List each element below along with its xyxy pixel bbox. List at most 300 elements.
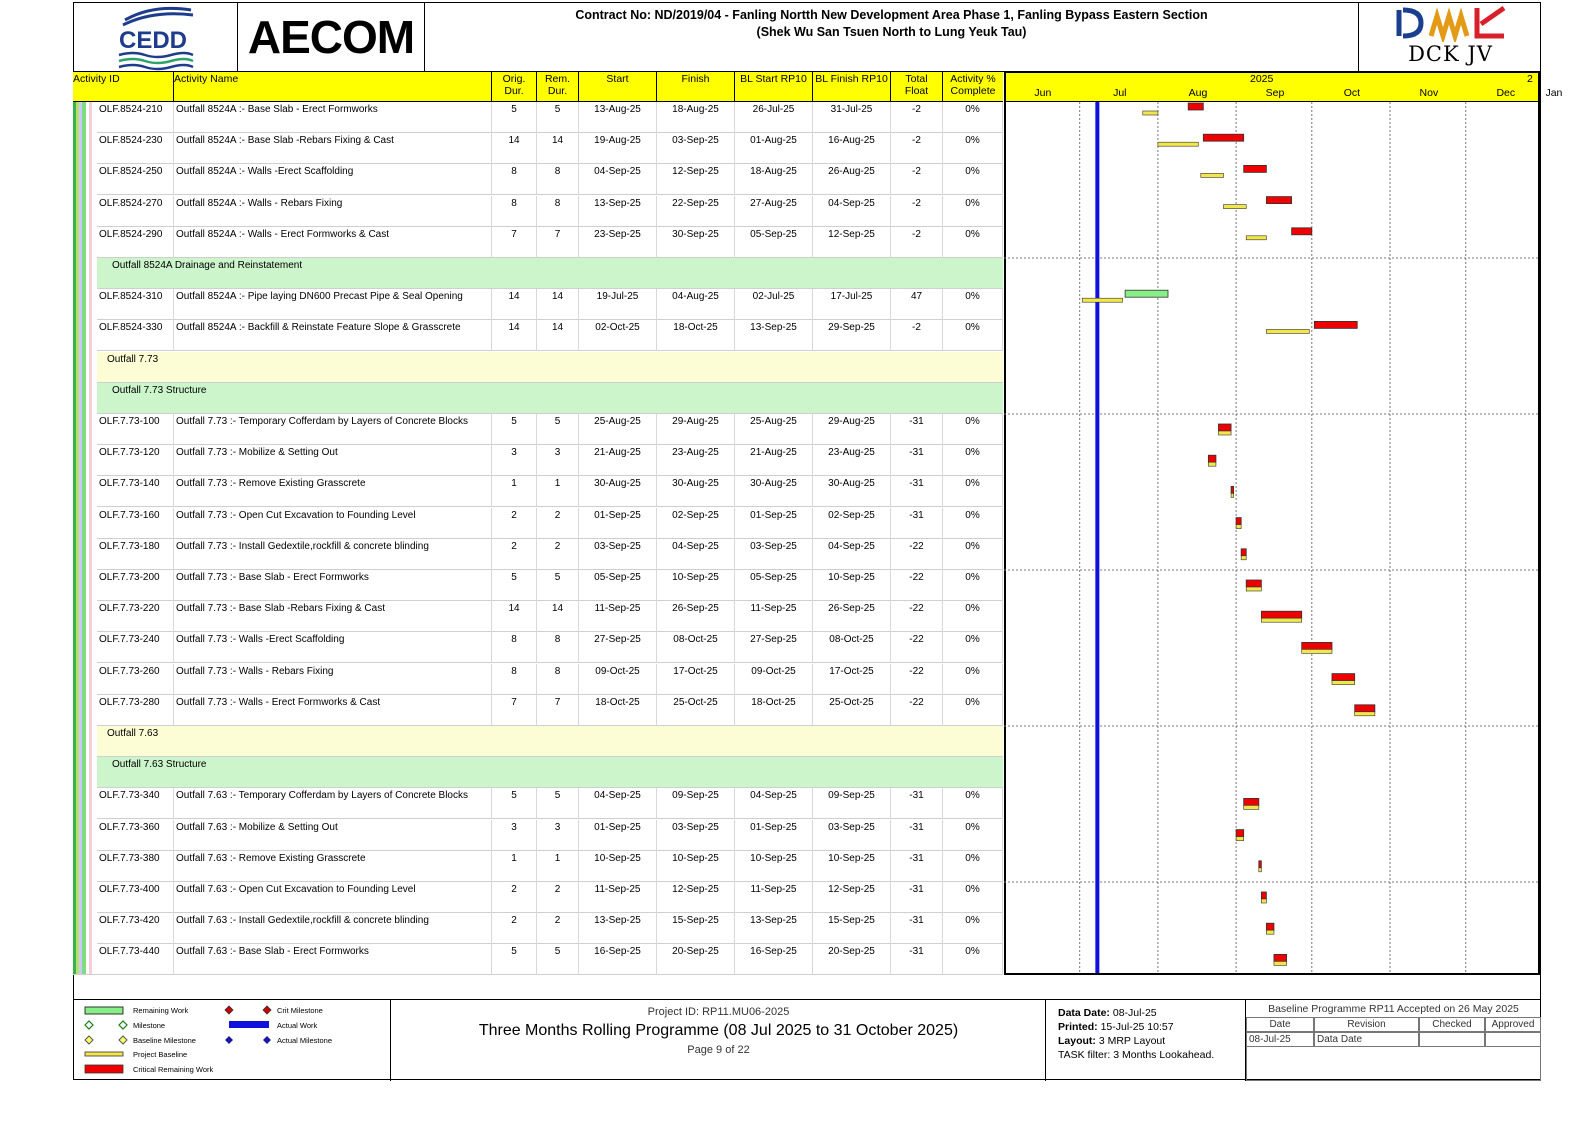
activity-name: Outfall 7.73 :- Remove Existing Grasscrete [174, 476, 492, 507]
total-float: -31 [891, 944, 943, 975]
activity-name: Outfall 7.73 :- Base Slab -Rebars Fixing & Cast [174, 601, 492, 632]
rem-dur: 5 [537, 944, 579, 975]
table-header [73, 72, 1003, 102]
start-date: 01-Sep-25 [579, 508, 657, 539]
table-row[interactable] [73, 164, 1003, 195]
legend-baseline-milestone: Baseline Milestone [133, 1036, 196, 1045]
baseline-bar [1224, 205, 1247, 209]
finish-date: 29-Aug-25 [657, 414, 735, 445]
gantt-month-label: Nov [1419, 87, 1439, 99]
contract-title-line1: Contract No: ND/2019/04 - Fanling Nortth New Development Area Phase 1, Fanling Bypass Eastern Section [575, 8, 1208, 22]
baseline-bar [1236, 837, 1244, 841]
pct-complete: 0% [943, 508, 1003, 539]
col-finish[interactable]: Finish [657, 72, 735, 101]
bl-start-date: 01-Sep-25 [735, 820, 813, 851]
wbs-group-row[interactable] [73, 352, 1003, 383]
total-float: -2 [891, 196, 943, 227]
bl-start-date: 01-Sep-25 [735, 508, 813, 539]
table-row[interactable] [73, 196, 1003, 227]
finish-date: 10-Sep-25 [657, 851, 735, 882]
table-row[interactable] [73, 445, 1003, 476]
pct-complete: 0% [943, 164, 1003, 195]
baseline-bar [1208, 462, 1216, 466]
bl-start-date: 02-Jul-25 [735, 289, 813, 320]
col-bl-finish[interactable]: BL Finish RP10 [813, 72, 891, 101]
gantt-month-label: Dec [1496, 87, 1516, 99]
finish-date: 25-Oct-25 [657, 695, 735, 726]
pct-complete: 0% [943, 601, 1003, 632]
rev-empty-area [1246, 1047, 1541, 1081]
total-float: -31 [891, 851, 943, 882]
rev-revision: Data Date [1314, 1032, 1419, 1047]
table-row[interactable] [73, 476, 1003, 507]
rem-dur: 14 [537, 133, 579, 164]
activity-id: OLF.7.73-160 [97, 508, 174, 539]
start-date: 10-Sep-25 [579, 851, 657, 882]
activity-bar [1355, 705, 1375, 712]
table-row[interactable] [73, 227, 1003, 258]
contract-title-line2: (Shek Wu San Tsuen North to Lung Yeuk Tau) [756, 25, 1027, 39]
activity-name: Outfall 7.63 :- Temporary Cofferdam by Layers of Concrete Blocks [174, 788, 492, 819]
col-orig-dur[interactable]: Orig. Dur. [492, 72, 537, 101]
table-row[interactable] [73, 601, 1003, 632]
pct-complete: 0% [943, 289, 1003, 320]
layout-value: 3 MRP Layout [1098, 1035, 1166, 1047]
table-row[interactable] [73, 882, 1003, 913]
baseline-bar [1201, 173, 1224, 177]
start-date: 01-Sep-25 [579, 820, 657, 851]
activity-bar [1218, 424, 1231, 431]
pct-complete: 0% [943, 196, 1003, 227]
activity-id: OLF.7.73-360 [97, 820, 174, 851]
gantt-year: 2025 [1250, 73, 1274, 85]
bl-finish-date: 10-Sep-25 [813, 570, 891, 601]
bl-finish-date: 09-Sep-25 [813, 788, 891, 819]
bl-finish-date: 29-Sep-25 [813, 320, 891, 351]
pct-complete: 0% [943, 882, 1003, 913]
baseline-bar [1241, 556, 1246, 560]
finish-date: 23-Aug-25 [657, 445, 735, 476]
activity-name: Outfall 8524A :- Base Slab - Erect Formworks [174, 102, 492, 133]
start-date: 30-Aug-25 [579, 476, 657, 507]
activity-bar [1203, 134, 1243, 141]
rev-date: 08-Jul-25 [1246, 1032, 1314, 1047]
orig-dur: 3 [492, 445, 537, 476]
table-row[interactable] [73, 133, 1003, 164]
baseline-title: Baseline Programme RP11 Accepted on 26 May 2025 [1268, 1003, 1519, 1015]
bl-start-date: 26-Jul-25 [735, 102, 813, 133]
bl-finish-date: 29-Aug-25 [813, 414, 891, 445]
bl-start-date: 03-Sep-25 [735, 539, 813, 570]
pct-complete: 0% [943, 788, 1003, 819]
legend-crit-milestone: Crit Milestone [277, 1006, 323, 1015]
orig-dur: 8 [492, 164, 537, 195]
rev-approved [1485, 1032, 1541, 1047]
rev-header-date: Date [1246, 1017, 1314, 1032]
legend-actual-work: Actual Work [277, 1021, 318, 1030]
finish-date: 30-Sep-25 [657, 227, 735, 258]
bl-finish-date: 16-Aug-25 [813, 133, 891, 164]
bl-finish-date: 30-Aug-25 [813, 476, 891, 507]
rem-dur: 1 [537, 851, 579, 882]
orig-dur: 8 [492, 632, 537, 663]
baseline-bar [1261, 899, 1266, 903]
gantt-bars [1004, 102, 1538, 973]
rem-dur: 8 [537, 164, 579, 195]
data-date-value: 08-Jul-25 [1112, 1007, 1157, 1019]
rem-dur: 2 [537, 539, 579, 570]
activity-bar [1266, 923, 1274, 930]
orig-dur: 5 [492, 788, 537, 819]
rem-dur: 5 [537, 102, 579, 133]
orig-dur: 2 [492, 882, 537, 913]
total-float: -31 [891, 508, 943, 539]
pct-complete: 0% [943, 820, 1003, 851]
table-row[interactable] [73, 695, 1003, 726]
col-bl-start[interactable]: BL Start RP10 [735, 72, 813, 101]
rem-dur: 2 [537, 913, 579, 944]
wbs-subgroup-row[interactable] [73, 757, 1003, 788]
orig-dur: 1 [492, 851, 537, 882]
rem-dur: 8 [537, 196, 579, 227]
activity-name: Outfall 7.73 :- Walls -Erect Scaffolding [174, 632, 492, 663]
table-row[interactable] [73, 913, 1003, 944]
bl-finish-date: 26-Sep-25 [813, 601, 891, 632]
total-float: -22 [891, 539, 943, 570]
activity-bar [1292, 228, 1312, 235]
bl-finish-date: 31-Jul-25 [813, 102, 891, 133]
start-date: 04-Sep-25 [579, 164, 657, 195]
baseline-bar [1231, 493, 1234, 497]
activity-id: OLF.7.73-380 [97, 851, 174, 882]
activity-id: OLF.8524-290 [97, 227, 174, 258]
baseline-bar [1261, 618, 1301, 622]
table-row[interactable] [73, 414, 1003, 445]
activity-bar [1274, 954, 1287, 961]
finish-date: 15-Sep-25 [657, 913, 735, 944]
table-row[interactable] [73, 664, 1003, 695]
activity-name: Outfall 8524A :- Walls - Erect Formworks & Cast [174, 227, 492, 258]
baseline-bar [1274, 961, 1287, 965]
table-row[interactable] [73, 851, 1003, 882]
pct-complete: 0% [943, 632, 1003, 663]
baseline-bar [1266, 930, 1274, 934]
pct-complete: 0% [943, 851, 1003, 882]
activity-id: OLF.7.73-420 [97, 913, 174, 944]
activity-bar [1332, 674, 1355, 681]
cedd-logo-icon [73, 2, 238, 72]
activity-name: Outfall 7.63 :- Mobilize & Setting Out [174, 820, 492, 851]
col-pct-complete[interactable]: Activity % Complete [950, 73, 996, 97]
total-float: -31 [891, 820, 943, 851]
activity-bar [1302, 642, 1332, 649]
bl-finish-date: 12-Sep-25 [813, 227, 891, 258]
rem-dur: 14 [537, 320, 579, 351]
table-row[interactable] [73, 944, 1003, 975]
bl-finish-date: 26-Aug-25 [813, 164, 891, 195]
col-activity-id[interactable]: Activity ID [73, 72, 174, 101]
start-date: 13-Sep-25 [579, 913, 657, 944]
orig-dur: 5 [492, 570, 537, 601]
bl-finish-date: 04-Sep-25 [813, 196, 891, 227]
pct-complete: 0% [943, 664, 1003, 695]
col-activity-name[interactable]: Activity Name [174, 72, 492, 101]
rev-header-approved: Approved [1485, 1017, 1541, 1032]
bl-start-date: 18-Oct-25 [735, 695, 813, 726]
bl-start-date: 05-Sep-25 [735, 227, 813, 258]
legend-milestone: Milestone [133, 1021, 166, 1030]
activity-bar [1246, 580, 1261, 587]
finish-date: 12-Sep-25 [657, 164, 735, 195]
gantt-month-label: Aug [1188, 87, 1208, 99]
group-name: Outfall 7.73 Structure [112, 384, 207, 396]
bl-start-date: 25-Aug-25 [735, 414, 813, 445]
orig-dur: 2 [492, 539, 537, 570]
start-date: 02-Oct-25 [579, 320, 657, 351]
activity-name: Outfall 7.73 :- Base Slab - Erect Formworks [174, 570, 492, 601]
orig-dur: 8 [492, 196, 537, 227]
start-date: 09-Oct-25 [579, 664, 657, 695]
orig-dur: 7 [492, 227, 537, 258]
dck-jv-logo-icon [1359, 2, 1542, 42]
bl-finish-date: 12-Sep-25 [813, 882, 891, 913]
finish-date: 18-Aug-25 [657, 102, 735, 133]
col-total-float[interactable]: Total Float [891, 72, 943, 101]
activity-name: Outfall 7.73 :- Mobilize & Setting Out [174, 445, 492, 476]
activity-bar [1259, 861, 1262, 868]
col-rem-dur[interactable]: Rem. Dur. [537, 72, 579, 101]
activity-bar [1231, 486, 1234, 493]
orig-dur: 5 [492, 414, 537, 445]
finish-date: 17-Oct-25 [657, 664, 735, 695]
bl-start-date: 27-Aug-25 [735, 196, 813, 227]
table-row[interactable] [73, 539, 1003, 570]
start-date: 13-Aug-25 [579, 102, 657, 133]
bl-start-date: 18-Aug-25 [735, 164, 813, 195]
activity-id: OLF.8524-250 [97, 164, 174, 195]
activity-id: OLF.8524-210 [97, 102, 174, 133]
baseline-bar [1082, 298, 1122, 302]
orig-dur: 7 [492, 695, 537, 726]
finish-date: 08-Oct-25 [657, 632, 735, 663]
pct-complete: 0% [943, 414, 1003, 445]
legend-critical-remaining-work: Critical Remaining Work [133, 1065, 214, 1074]
table-row[interactable] [73, 289, 1003, 320]
legend-milestone-icon [85, 1021, 93, 1029]
rem-dur: 14 [537, 289, 579, 320]
start-date: 18-Oct-25 [579, 695, 657, 726]
bl-finish-date: 03-Sep-25 [813, 820, 891, 851]
legend-baseline-swatch [85, 1052, 123, 1056]
activity-bar [1261, 892, 1266, 899]
activity-id: OLF.7.73-400 [97, 882, 174, 913]
activity-name: Outfall 7.73 :- Walls - Rebars Fixing [174, 664, 492, 695]
start-date: 21-Aug-25 [579, 445, 657, 476]
gantt-month-label: Sep [1265, 87, 1285, 99]
legend-baseline-milestone-icon [85, 1036, 93, 1044]
activity-name: Outfall 7.63 :- Open Cut Excavation to Founding Level [174, 882, 492, 913]
rev-checked [1419, 1032, 1485, 1047]
activity-id: OLF.7.73-260 [97, 664, 174, 695]
rem-dur: 8 [537, 632, 579, 663]
table-row[interactable] [73, 570, 1003, 601]
rem-dur: 3 [537, 820, 579, 851]
start-date: 19-Jul-25 [579, 289, 657, 320]
bl-start-date: 13-Sep-25 [735, 320, 813, 351]
activity-name: Outfall 7.63 :- Install Gedextile,rockfill & concrete blinding [174, 913, 492, 944]
baseline-bar [1332, 681, 1355, 685]
pct-complete: 0% [943, 570, 1003, 601]
activity-id: OLF.7.73-220 [97, 601, 174, 632]
finish-date: 04-Sep-25 [657, 539, 735, 570]
table-row[interactable] [73, 788, 1003, 819]
total-float: -2 [891, 320, 943, 351]
activity-id: OLF.8524-230 [97, 133, 174, 164]
activity-id: OLF.7.73-200 [97, 570, 174, 601]
bl-start-date: 09-Oct-25 [735, 664, 813, 695]
legend [73, 1000, 391, 1081]
dck-jv-logo [1358, 2, 1541, 72]
page-header [73, 2, 1541, 72]
total-float: -31 [891, 476, 943, 507]
activity-bar [1208, 455, 1216, 462]
orig-dur: 5 [492, 102, 537, 133]
baseline-bar [1236, 525, 1241, 529]
rem-dur: 8 [537, 664, 579, 695]
baseline-bar [1244, 805, 1259, 809]
aecom-logo-text: AECOM [247, 11, 415, 63]
legend-remaining-work: Remaining Work [133, 1006, 189, 1015]
col-start[interactable]: Start [579, 72, 657, 101]
finish-date: 03-Sep-25 [657, 820, 735, 851]
programme-title: Three Months Rolling Programme (08 Jul 2025 to 31 October 2025) [478, 1022, 959, 1039]
gantt-month-label: Jun [1034, 87, 1052, 99]
aecom-logo [238, 2, 425, 72]
start-date: 11-Sep-25 [579, 601, 657, 632]
finish-date: 04-Aug-25 [657, 289, 735, 320]
pct-complete: 0% [943, 944, 1003, 975]
wbs-subgroup-row[interactable] [73, 258, 1003, 289]
bl-start-date: 30-Aug-25 [735, 476, 813, 507]
legend-actual-work-swatch [229, 1021, 269, 1028]
bl-finish-date: 25-Oct-25 [813, 695, 891, 726]
finish-date: 02-Sep-25 [657, 508, 735, 539]
baseline-bar [1302, 649, 1332, 653]
activity-bar [1244, 798, 1259, 805]
bl-finish-date: 20-Sep-25 [813, 944, 891, 975]
printed-value: 15-Jul-25 10:57 [1100, 1021, 1174, 1033]
wbs-group-row[interactable] [73, 726, 1003, 757]
total-float: -2 [891, 227, 943, 258]
activity-id: OLF.7.73-440 [97, 944, 174, 975]
table-row[interactable] [73, 102, 1003, 133]
orig-dur: 8 [492, 664, 537, 695]
total-float: -2 [891, 133, 943, 164]
page-footer [73, 999, 1541, 1080]
pct-complete: 0% [943, 476, 1003, 507]
activity-id: OLF.7.73-180 [97, 539, 174, 570]
finish-date: 10-Sep-25 [657, 570, 735, 601]
baseline-bar [1158, 142, 1198, 146]
bl-finish-date: 08-Oct-25 [813, 632, 891, 663]
finish-date: 26-Sep-25 [657, 601, 735, 632]
rev-header-revision: Revision [1314, 1017, 1419, 1032]
dates-block [1046, 1000, 1246, 1081]
activity-name: Outfall 7.63 :- Base Slab - Erect Formworks [174, 944, 492, 975]
finish-date: 03-Sep-25 [657, 133, 735, 164]
orig-dur: 14 [492, 133, 537, 164]
bl-finish-date: 17-Oct-25 [813, 664, 891, 695]
activity-name: Outfall 8524A :- Pipe laying DN600 Precast Pipe & Seal Opening [174, 289, 492, 320]
finish-date: 12-Sep-25 [657, 882, 735, 913]
table-row[interactable] [73, 632, 1003, 663]
bl-finish-date: 10-Sep-25 [813, 851, 891, 882]
data-date-label: Data Date: [1058, 1007, 1110, 1019]
wbs-subgroup-row[interactable] [73, 383, 1003, 414]
group-name: Outfall 7.63 Structure [112, 759, 207, 771]
activity-bar [1236, 830, 1244, 837]
activity-id: OLF.8524-330 [97, 320, 174, 351]
gantt-month-label: Oct [1343, 87, 1361, 99]
activity-name: Outfall 7.73 :- Temporary Cofferdam by Layers of Concrete Blocks [174, 414, 492, 445]
baseline-bar [1259, 868, 1262, 872]
bl-start-date: 04-Sep-25 [735, 788, 813, 819]
total-float: -31 [891, 882, 943, 913]
pct-complete: 0% [943, 913, 1003, 944]
orig-dur: 2 [492, 508, 537, 539]
group-name: Outfall 8524A Drainage and Reinstatement [112, 260, 303, 271]
contract-title [425, 2, 1358, 72]
bl-start-date: 10-Sep-25 [735, 851, 813, 882]
activity-id: OLF.8524-310 [97, 289, 174, 320]
gantt-year-next: 2 [1527, 73, 1533, 85]
pct-complete: 0% [943, 320, 1003, 351]
bl-start-date: 11-Sep-25 [735, 601, 813, 632]
rem-dur: 1 [537, 476, 579, 507]
pct-complete: 0% [943, 133, 1003, 164]
start-date: 11-Sep-25 [579, 882, 657, 913]
table-row[interactable] [73, 508, 1003, 539]
start-date: 27-Sep-25 [579, 632, 657, 663]
activity-id: OLF.7.73-100 [97, 414, 174, 445]
bl-start-date: 05-Sep-25 [735, 570, 813, 601]
pct-complete: 0% [943, 539, 1003, 570]
table-row[interactable] [73, 820, 1003, 851]
activity-id: OLF.7.73-240 [97, 632, 174, 663]
table-row[interactable] [73, 320, 1003, 351]
total-float: -31 [891, 913, 943, 944]
baseline-bar [1355, 712, 1375, 716]
legend-critical-swatch [85, 1065, 123, 1073]
pct-complete: 0% [943, 227, 1003, 258]
activity-name: Outfall 8524A :- Base Slab -Rebars Fixing & Cast [174, 133, 492, 164]
legend-actual-milestone: Actual Milestone [277, 1036, 333, 1045]
total-float: -2 [891, 164, 943, 195]
total-float: -31 [891, 788, 943, 819]
gantt-month-label: Jul [1113, 87, 1127, 99]
pct-complete: 0% [943, 445, 1003, 476]
bl-start-date: 13-Sep-25 [735, 913, 813, 944]
jv-name: DCK JV [1408, 42, 1493, 66]
cedd-logo [73, 2, 238, 72]
bl-start-date: 21-Aug-25 [735, 445, 813, 476]
revision-block [1246, 1000, 1541, 1081]
bl-finish-date: 04-Sep-25 [813, 539, 891, 570]
activity-bar [1236, 518, 1241, 525]
legend-actual-milestone-icon [225, 1036, 233, 1044]
activity-name: Outfall 8524A :- Backfill & Reinstate Feature Slope & Grasscrete [174, 320, 492, 351]
activity-bar [1266, 197, 1291, 204]
